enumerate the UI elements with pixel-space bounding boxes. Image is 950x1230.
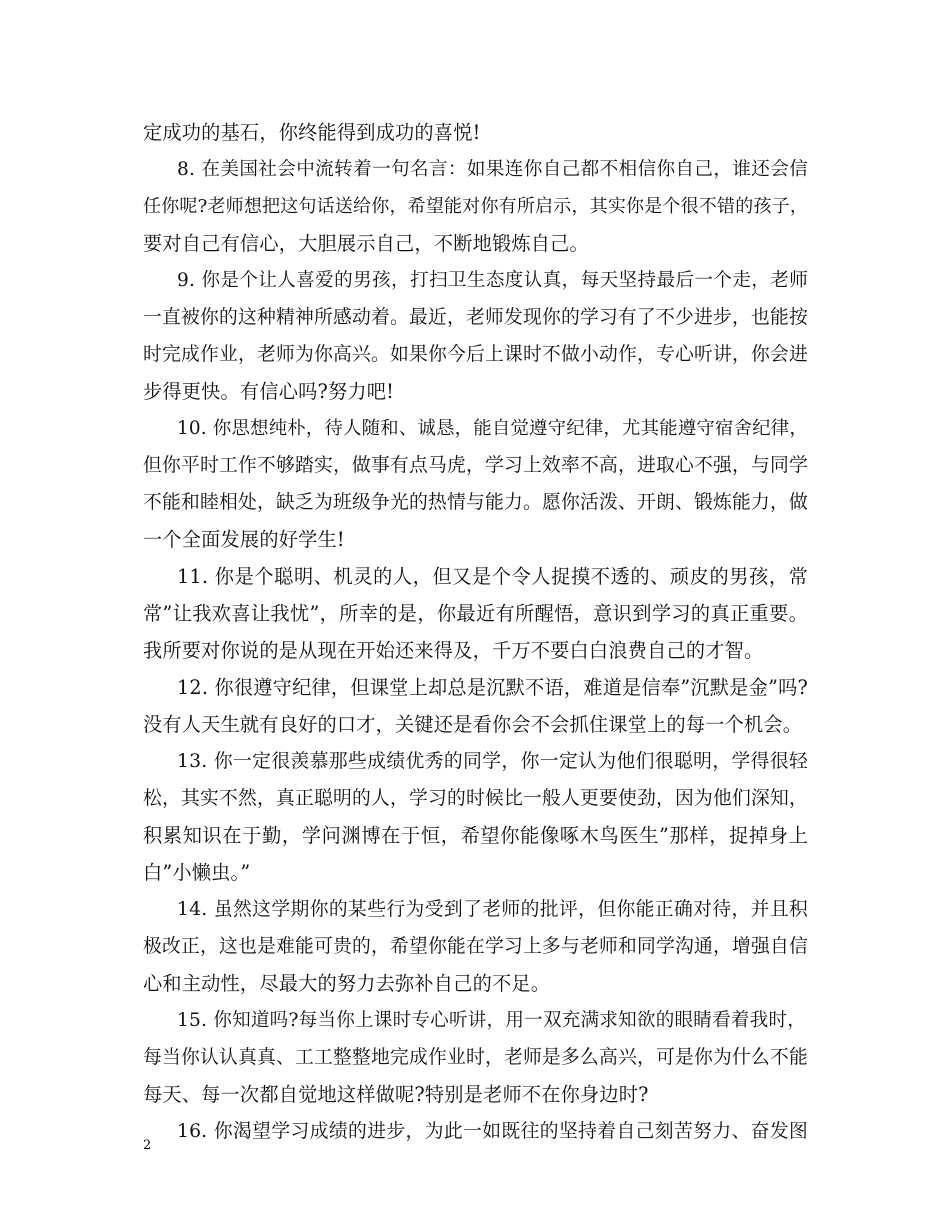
text-line: 一个全面发展的好学生!	[143, 528, 345, 551]
text-line: 常”让我欢喜让我忧”，所幸的是，你最近有所醒悟，意识到学习的真正重要。	[143, 602, 808, 625]
text-line: 心和主动性，尽最大的努力去弥补自己的不足。	[143, 972, 551, 995]
text-line: 每当你认认真真、工工整整地完成作业时，老师是多么高兴，可是你为什么不能	[143, 1047, 808, 1068]
text-line: 松，其实不然，真正聪明的人，学习的时候比一般人更要使劲，因为他们深知，	[143, 788, 808, 809]
text-line: 步得更快。有信心吗?努力吧!	[143, 380, 395, 403]
text-line: 极改正，这也是难能可贵的，希望你能在学习上多与老师和同学沟通，增强自信	[143, 936, 808, 957]
text-line: 14. 虽然这学期你的某些行为受到了老师的批评，但你能正确对待，并且积	[177, 899, 808, 920]
text-line: 15. 你知道吗?每当你上课时专心听讲，用一双充满求知欲的眼睛看着我时，	[177, 1010, 807, 1031]
text-line: 任你呢?老师想把这句话送给你，希望能对你有所启示，其实你是个很不错的孩子，	[143, 196, 809, 217]
text-line: 没有人天生就有良好的口才，关键还是看你会不会抓住课堂上的每一个机会。	[143, 713, 803, 736]
text-line: 积累知识在于勤，学问渊博在于恒，希望你能像啄木鸟医生”那样，捉掉身上	[143, 824, 808, 847]
text-line: 每天、每一次都自觉地这样做呢?特别是老师不在你身边时?	[143, 1083, 649, 1106]
page-number: 2	[143, 1138, 152, 1153]
text-line: 不能和睦相处，缺乏为班级争光的热情与能力。愿你活泼、开朗、锻炼能力，做	[143, 492, 808, 513]
text-line: 但你平时工作不够踏实，做事有点马虎，学习上效率不高，进取心不强，与同学	[143, 455, 808, 476]
text-line: 12. 你很遵守纪律，但课堂上却总是沉默不语，难道是信奉”沉默是金”吗?	[177, 676, 808, 699]
text-line: 我所要对你说的是从现在开始还来得及，千万不要白白浪费自己的才智。	[143, 639, 764, 662]
page-body	[143, 114, 808, 1150]
text-line: 8. 在美国社会中流转着一句名言：如果连你自己都不相信你自己，谁还会信	[177, 159, 808, 180]
text-line: 白”小懒虫。”	[143, 861, 251, 884]
text-line: 一直被你的这种精神所感动着。最近，老师发现你的学习有了不少进步，也能按	[143, 307, 808, 328]
text-line: 16. 你渴望学习成绩的进步，为此一如既往的坚持着自己刻苦努力、奋发图	[177, 1121, 808, 1142]
text-line: 要对自己有信心，大胆展示自己，不断地锻炼自己。	[143, 232, 589, 255]
text-line: 时完成作业，老师为你高兴。如果你今后上课时不做小动作，专心听讲，你会进	[143, 344, 808, 365]
text-line: 定成功的基石，你终能得到成功的喜悦!	[143, 121, 481, 144]
text-line: 9. 你是个让人喜爱的男孩，打扫卫生态度认真，每天坚持最后一个走，老师	[177, 270, 808, 291]
text-line: 11. 你是个聪明、机灵的人，但又是个令人捉摸不透的、顽皮的男孩，常	[177, 565, 808, 588]
text-line: 13. 你一定很羡慕那些成绩优秀的同学，你一定认为他们很聪明，学得很轻	[177, 751, 808, 772]
text-line: 10. 你思想纯朴，待人随和、诚恳，能自觉遵守纪律，尤其能遵守宿舍纪律，	[177, 418, 808, 439]
